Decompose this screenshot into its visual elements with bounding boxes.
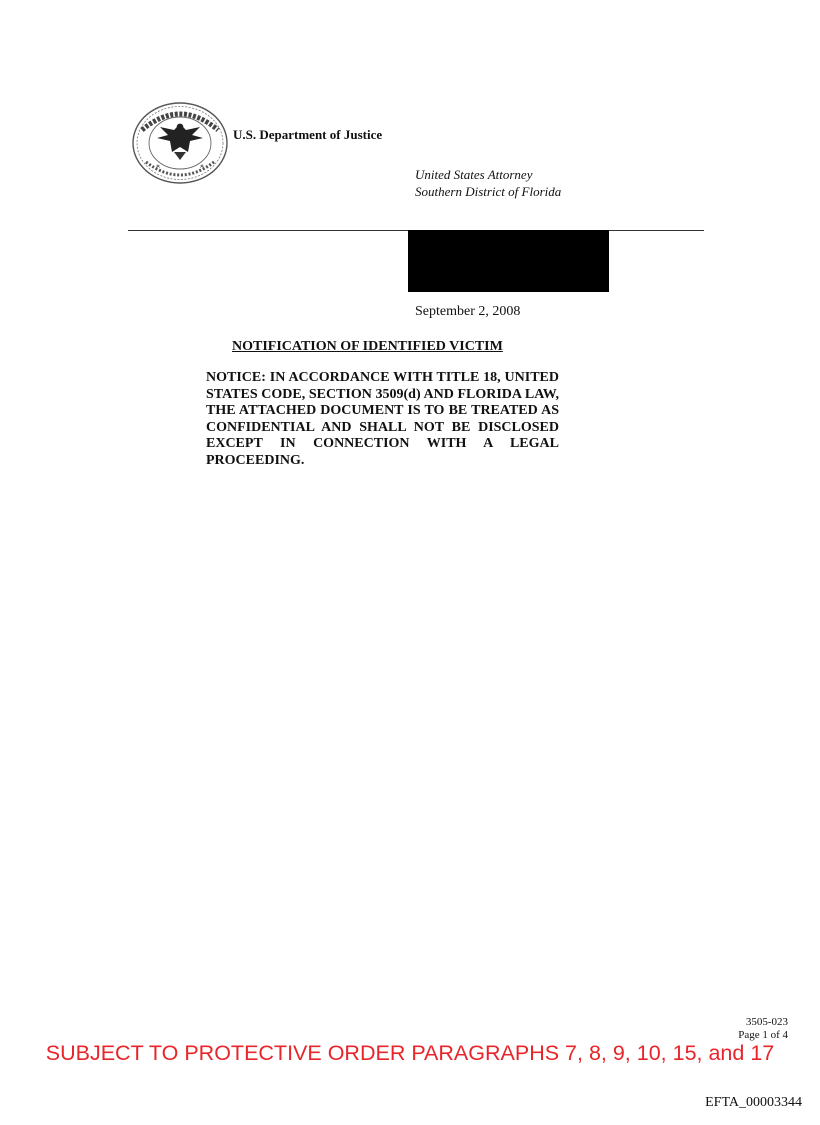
office-block bbox=[415, 166, 561, 200]
agency-name: U.S. Department of Justice bbox=[233, 127, 383, 142]
protective-order-banner: SUBJECT TO PROTECTIVE ORDER PARAGRAPHS 7, 8, 9, 10, 15, and 17 bbox=[45, 1041, 775, 1065]
doj-seal-icon bbox=[130, 100, 230, 186]
office-line-district: Southern District of Florida bbox=[415, 184, 562, 199]
document-number: 3505-023 bbox=[745, 1016, 788, 1028]
notice-heading: NOTIFICATION OF IDENTIFIED VICTIM bbox=[232, 339, 503, 354]
office-line-attorney: United States Attorney bbox=[415, 167, 533, 182]
page-number: Page 1 of 4 bbox=[738, 1028, 788, 1041]
letter-date: September 2, 2008 bbox=[415, 304, 521, 319]
page-identifier bbox=[738, 1016, 788, 1041]
confidentiality-notice: NOTICE: IN ACCORDANCE WITH TITLE 18, UNITED STATES CODE, SECTION 3509(d) AND FLORIDA LAW, THE ATTACHED DOCUMENT IS TO BE TREATED AS CONFIDENTIAL AND SHALL NOT BE DISCLOSED EXCEPT IN CONNECTION WITH A LEGAL PROCEEDING. bbox=[206, 370, 559, 468]
bates-number: EFTA_00003344 bbox=[705, 1095, 802, 1110]
redaction-block bbox=[408, 230, 609, 292]
